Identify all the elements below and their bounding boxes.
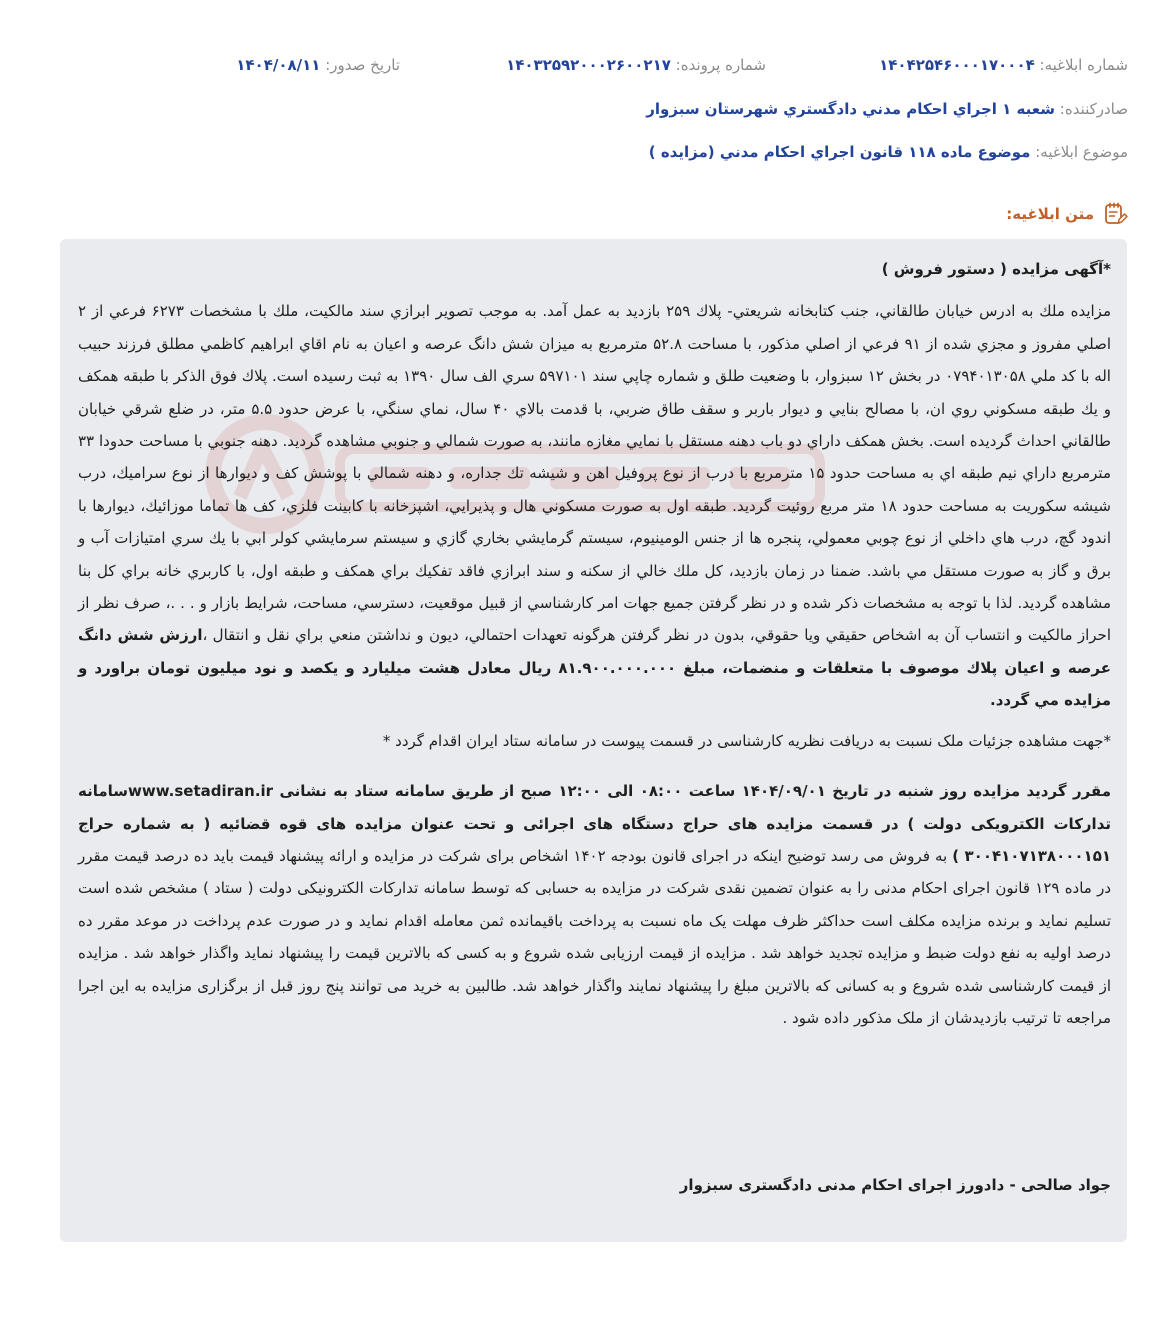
expert-report-note: *جهت مشاهده جزئيات ملک نسبت به دريافت نظريه کارشناسی در قسمت پيوست در سامانه ستاد ايران اقدام گردد *	[382, 731, 1111, 750]
auction-schedule: مقرر گردید مزایده روز شنبه در تاریخ ۱۴۰۴/۰۹/۰۱ ساعت ۰۸:۰۰ الی ۱۲:۰۰ صبح از طریق سامانه ستاد به نشانی www.setadiran.irسامانه تدارکات الکترویکی دولت ) در قسمت مزایده های حراج دستگاه های اجرائی و تحت عنوان مزایده های قوه قضائیه ( به شماره حراج ۳۰۰۴۱۰۷۱۳۸۰۰۰۱۵۱ )	[78, 782, 1111, 865]
signature: جواد صالحی - دادورز اجرای احکام مدنی دادگستری سبزوار	[679, 1176, 1111, 1194]
case-number	[506, 56, 766, 74]
issue-date-label: تاریخ صدور:	[325, 56, 400, 74]
auction-terms	[78, 775, 1111, 1034]
auction-title: *آگهی مزایده ( دستور فروش )	[881, 260, 1111, 278]
property-description-text: مزايده ملك به ادرس خيابان طالقاني، جنب كتابخانه شريعتي- پلاك ۲۵۹ بازديد به عمل آمد. به موجب تصوير ابرازي سند مالكيت، ملك با مشخصات ۶۲۷۳ فرعي از ۲ اصلي مفروز و مجزي شده از ۹۱ فرعي از اصلي مذكور، با مساحت ۵۲.۸ مترمربع به ميزان شش دانگ عرصه و اعيان به نام اقاي ابراهيم كاظمي مطلق فرزند حبيب اله با كد ملي ۰۷۹۴۰۱۳۰۵۸ در بخش ۱۲ سبزوار، با وضعيت طلق و شماره چاپي سند ۵۹۷۱۰۱ سري الف سال ۱۳۹۰ به ثبت رسيده است. پلاك فوق الذكر با طبقه همكف و يك طبقه مسكوني روي ان، با مصالح بنايي و ديوار باربر و سقف طاق ضربي، با قدمت بالاي ۴۰ سال، نماي سنگي، با عرض حدود ۵.۵ متر، در ضلع شرقي خيابان طالقاني احداث گرديده است. بخش همكف داراي دو باب دهنه مستقل با نمايي مغازه مانند، به صورت شمالي و جنوبي مشاهده گرديد. دهنه جنوبي با مساحت حدودا ۳۳ مترمربع داراي نيم طبقه اي به مساحت حدود ۱۵ مترمربع با درب از نوع پروفيل اهن و شيشه تك جداره، و دهنه شمالي با پوشش كف و ديوارها از نوع سراميك، درب شيشه سكوريت به مساحت حدود ۱۸ متر مربع روئيت گرديد. طبقه اول به صورت مسكوني هال و پذيرايي، اشپزخانه با كابينت فلزي، كف ها تماما موزائيك، ديوارها با اندود گچ، درب هاي داخلي از نوع چوبي معمولي، پنجره ها از جنس الومينيوم، سيستم گرمايشي بخاري گازي و سيستم سرمايشي كولر ابي با يك سري امتيازات آب و برق و گاز به صورت مستقل مي باشد. ضمنا در زمان بازديد، كل ملك خالي از سكنه و سند ابرازي فاقد تفكيك براي همكف و طبقه اول، با كاربري خانه براي كل بنا مشاهده گرديد. لذا با توجه به مشخصات ذكر شده و در نظر گرفتن جميع جهات امر كارشناسي از قبيل موقعيت، دسترسي، مساحت، شرايط بازار و . . .، صرف نظر از احراز مالكيت و انتساب آن به اشخاص حقيقي ويا حقوقي، بدون در نظر گرفتن هرگونه تعهدات احتمالي، ديون و نداشتن منعي براي نقل و انتقال ،	[78, 302, 1111, 645]
subject-label: موضوع ابلاغیه:	[1035, 143, 1128, 161]
auction-conditions: به فروش می رسد توضیح اینکه در اجرای قانون بودجه ۱۴۰۲ اشخاص برای شرکت در مزایده و ارائه پیشنهاد قیمت باید ده درصد قیمت مقرر در ماده ۱۲۹ قانون اجرای احکام مدنی را به عنوان تضمین نقدی شرکت در مزایده به حسابی که توسط سامانه تدارکات الکترونیکی دولت ( ستاد ) مشخص شده است تسلیم نماید و برنده مزایده مکلف است حداکثر ظرف مهلت یک ماه نسبت به پرداخت باقیمانده ثمن معامله اقدام نماید و در صورت عدم پرداخت در موعد مقرر ده درصد اولیه به نفع دولت ضبط و مزایده تجدید خواهد شد . مزایده از قیمت ارزیابی شده شروع و به کسی که بالاترین قیمت را پیشنهاد نماید واگذار خواهد شد . مزایده از قیمت کارشناسی شده شروع و به کسانی که بالاترین مبلغ را پیشنهاد نمایند واگذار خواهد شد. طالبین به خرید می توانند پنج روز قبل از برگزاری مزایده به این اجرا مراجعه تا ترتیب بازدیدشان از ملک مذکور داده شود .	[78, 846, 1111, 1027]
notice-text-title: متن ابلاغیه:	[1006, 205, 1094, 223]
notice-content-panel	[60, 239, 1127, 1242]
sender-label: صادرکننده:	[1059, 100, 1128, 118]
meta-row	[46, 56, 1128, 82]
document-edit-icon	[1102, 201, 1128, 227]
notice-number	[879, 56, 1128, 74]
property-valuation: ارزش شش دانگ عرصه و اعيان پلاك موصوف با متعلقات و منضمات، مبلغ ۸۱.۹۰۰.۰۰۰.۰۰۰ ريال معادل هشت ميليارد و يكصد و نود ميليون تومان براورد و مزايده مي گردد.	[78, 626, 1112, 710]
sender-line	[646, 100, 1128, 118]
sender-value: شعبه ۱ اجراي احكام مدني دادگستري شهرستان سبزوار	[646, 100, 1055, 118]
issue-date	[236, 56, 400, 74]
case-number-value: ۱۴۰۳۲۵۹۲۰۰۰۲۶۰۰۲۱۷	[506, 56, 671, 74]
notice-number-value: ۱۴۰۴۲۵۴۶۰۰۰۱۷۰۰۰۴	[879, 56, 1035, 74]
issue-date-value: ۱۴۰۴/۰۸/۱۱	[236, 56, 321, 74]
subject-line	[649, 143, 1128, 161]
notice-number-label: شماره ابلاغیه:	[1039, 56, 1128, 74]
notice-text-header	[1006, 200, 1128, 228]
case-number-label: شماره پرونده:	[675, 56, 766, 74]
property-description	[78, 295, 1111, 716]
subject-value: موضوع ماده ۱۱۸ قانون اجراي احكام مدني (مزايده )	[648, 143, 1031, 161]
